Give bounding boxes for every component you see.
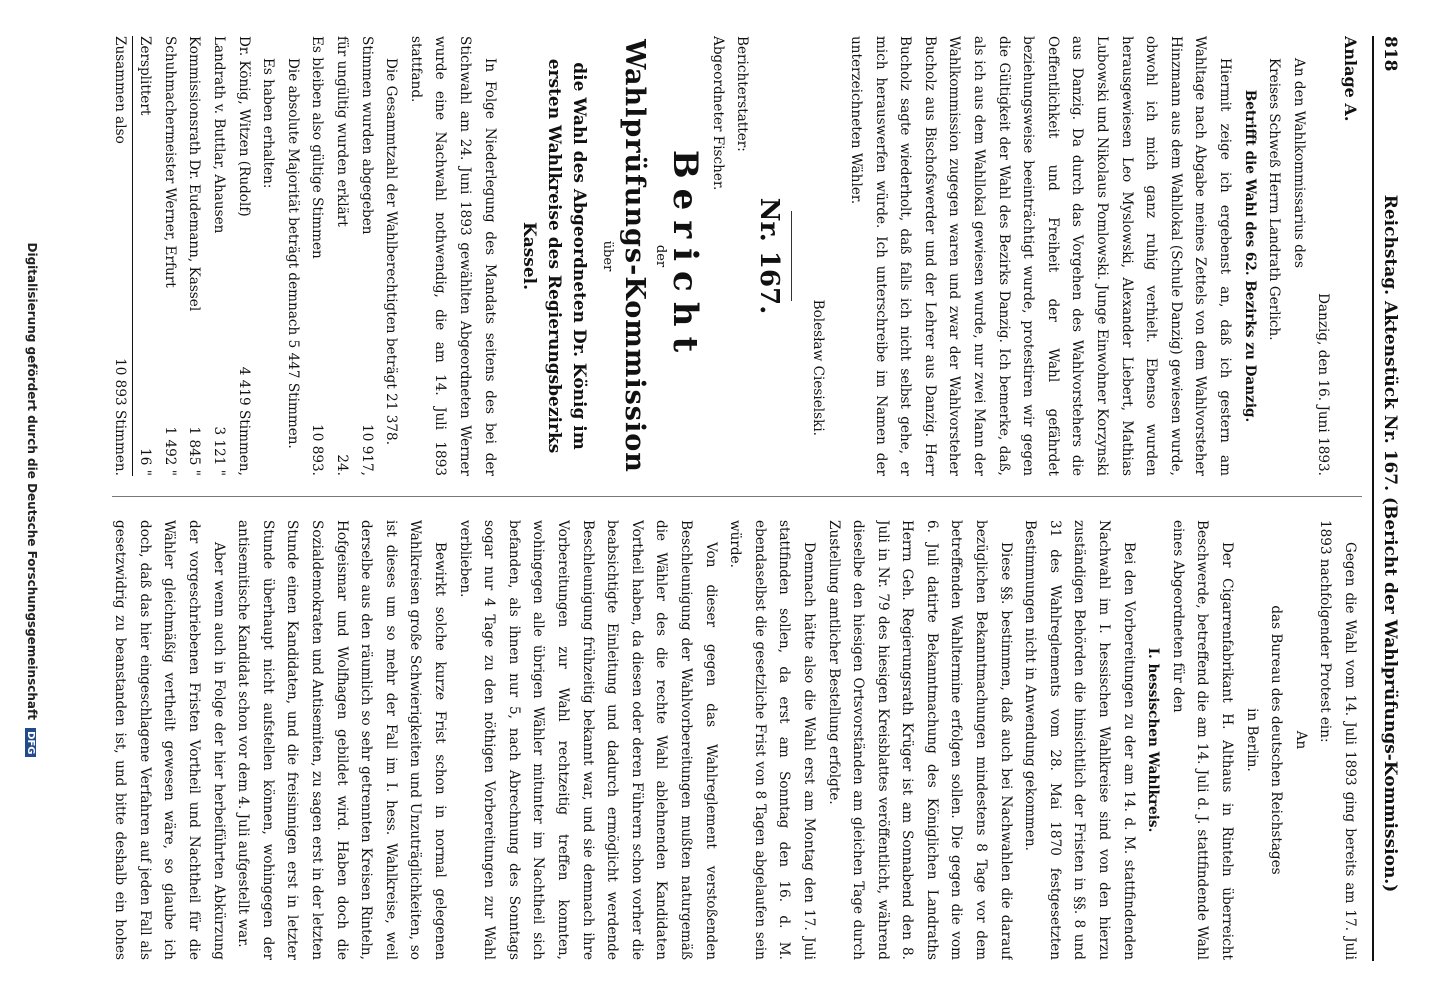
candidate-name: Schuhmachermeister Werner, Erfurt (161, 36, 178, 288)
majority-text: Die absolute Majorität beträgt demnach 5 447 Stimmen. (284, 58, 301, 449)
protest-an: An (1292, 730, 1309, 750)
candidate-unit: " (186, 469, 203, 476)
tally-value: 10 917, (358, 424, 375, 476)
report-der: der (653, 244, 669, 268)
candidate-unit: " (161, 469, 178, 476)
protest-paragraph: Bei den Vorbereitungen zu der am 14. d. M. stattfindenden Nachwahl im I. hessischen Wahlkreise sind von den hierzu zuständigen Behörden die hinsichtlich der Fristen in §§. 8 und 31 des Wahlreglements vom 28. Mai 1870 festgesetzten Bestimmungen nicht in Anwendung gekommen. (1022, 520, 1137, 960)
report-heading: Bericht (664, 149, 705, 363)
tally-row (329, 36, 354, 476)
candidate-votes: 4 419 (235, 366, 252, 406)
candidate-name: Landrath v. Buttlar, Ahausen (211, 36, 228, 234)
running-title: Reichstag. Aktenstück Nr. 167. (Bericht der Wahlprüfungs-Kommission.) (1380, 194, 1400, 893)
tally-value: 24. (334, 454, 351, 476)
letter-address-1: An den Wahlkommissarius des (1290, 58, 1307, 268)
report-ueber: über (600, 240, 616, 272)
reporter-label: Berichterstatter: (734, 36, 751, 152)
candidate-row (133, 36, 158, 476)
reporter-name: Abgeordneter Fischer. (709, 36, 726, 191)
report-subject: die Wahl des Abgeordneten Dr. König im ersten Wahlkreise des Regierungsbezirks Kassel. (518, 58, 589, 454)
candidate-name: Zersplittert (137, 36, 154, 116)
page-number: 818 (1380, 36, 1400, 72)
tally-row (354, 36, 379, 476)
protest-paragraph: Von dieser gegen das Wahlreglement verstoßenden Beschleunigung der Wahlvorbereitungen mußten naturgemäß die Wähler des die rechte Wahl ablehnenden Kandidaten Vortheil haben, da diesen oder deren Führern schon vorher die beabsichtigte Einleitung und dadurch ermöglicht werdende Beschleunigung frühzeitig bekannt war, und sie demnach ihre Vorbereitungen zur Wahl rechtzeitig treffen konnten, wohingegen alle übrigen Wähler mitunter im Nachtheil sich befanden, als ihnen nur 5, nach Abrechnung des Sonntags sogar nur 4 Tage zu den nöthigen Vorbereitungen zur Wahl verblieben. (456, 520, 719, 960)
protest-paragraph: Diese §§. bestimmen, daß auch bei Nachwahlen die darauf bezüglichen Bekanntmachungen mindestens 8 Tage vor dem betreffenden Wahltermine erfolgen sollen. Die gegen die vom 6. Juli datirte Bekanntmachung des Königlichen Landraths Herrn Geh. Regierungsrath Krüger ist am Sonnabend den 8. Juli in Nr. 79 des hiesigen Kreisblattes veröffentlicht, während dieselbe den hiesigen Ortsvorständen am gleichen Tage durch Zustellung amtlicher Bestellung erfolgte. (825, 520, 1014, 960)
dfg-logo-icon: DFG (25, 728, 36, 757)
candidate-unit: " (137, 469, 154, 476)
page-header (1372, 36, 1404, 961)
protest-district: I. hessischen Wahlkreis. (1145, 647, 1162, 833)
tally-value: 10 893. (309, 424, 326, 476)
candidate-name: Kommissionsrath Dr. Eudemann, Kassel (186, 36, 203, 312)
candidate-votes: 1 492 (161, 426, 178, 466)
letter-signature: Bolesław Ciesielski. (809, 299, 826, 436)
candidate-votes: 16 (137, 448, 154, 466)
paragraph-berechtigte: Die Gesammtzahl der Wahlberechtigten beträgt 21 378. (383, 58, 400, 446)
candidate-row (231, 36, 256, 476)
tally-label: Stimmen wurden abgegeben (358, 36, 375, 235)
candidate-name: Dr. König, Witzen (Rudolf) (235, 36, 252, 217)
candidate-row (157, 36, 182, 476)
column-divider (112, 496, 1362, 497)
total-value: 10 893 (112, 358, 128, 406)
tally-label: für ungültig wurden erklärt (334, 36, 351, 227)
right-column (112, 520, 1362, 960)
tally-label: Es bleiben also gültige Stimmen (309, 36, 326, 259)
footer-text: Digitalisierung gefördert durch die Deutsche Forschungsgemeinschaft (25, 242, 39, 720)
total-label: Zusammen also (112, 36, 128, 144)
paragraph-nachwahl: In Folge Niederlegung des Mandats seitens des bei der Stichwahl am 24. Juni 1893 gewählten Abgeordneten Werner wurde eine Nachwahl nothwendig, die am 14. Juli 1893 stattfand. (407, 36, 498, 476)
protest-intro: Gegen die Wahl vom 14. Juli 1893 ging bereits am 17. Juli 1893 nachfolgender Protest ein: (1317, 520, 1358, 960)
letter-address-2: Kreises Schweß Herrn Landrath Gerlich. (1266, 58, 1283, 341)
protest-paragraph: Der Cigarrenfabrikant H. Althaus in Rinteln überreicht Beschwerde, betreffend die am 14. Juli d. J. stattfindende Wahl eines Abgeordneten für den (1169, 520, 1236, 960)
candidate-row (206, 36, 231, 476)
annex-label: Anlage A. (1341, 36, 1360, 122)
protest-paragraph: Aber wenn auch in Folge der hier herbeiführten Abkürzung der vorgeschriebenen Fristen Vortheil und Nachtheil für die Wähler gleichmäßig vertheilt gewesen wäre, so glaube ich doch, daß das hier eingeschlagene Verfahren auf jeden Fall als gesetzwidrig zu beanstanden ist, und bitte deshalb ein hohes (112, 520, 227, 960)
tally-row-remaining (305, 36, 330, 476)
candidate-votes: 1 845 (186, 426, 203, 466)
commission-title: Wahlprüfungs-Kommission (618, 39, 650, 473)
candidate-row (182, 36, 207, 476)
protest-paragraph: Demnach hätte also die Wahl erst am Montag den 17. Juli stattfinden sollen, da erst am Sonntag den 16. d. M. ebendaselbst die gesetzliche Frist von 8 Tagen abgelaufen sein würde. (727, 520, 817, 960)
candidate-votes: 3 121 (211, 426, 228, 466)
protest-city: in Berlin. (1243, 708, 1260, 772)
candidate-unit: Stimmen, (235, 409, 252, 476)
total-row (112, 36, 133, 476)
digitization-footer (25, 0, 39, 1000)
protest-paragraph: Bewirkt solche kurze Frist schon in normal gelegenen Wahlkreisen große Schwierigkeiten und Unzuträglichkeiten, so ist dieses um so mehr der Fall im I. hess. Wahlkreise, weil derselbe aus den räumlich so sehr getrennten Kreisen Rinteln, Hofgeismar und Wolfhagen gebildet wird. Haben doch die Sozialdemokraten und Antisemiten, zu sagen erst in der letzten Stunde einen Kandidaten, und die freisinnigen erst in letzter Stunde überhaupt nicht aufstellen können, wohingegen der antisemitische Kandidat schon vor dem 4. Juli aufgestellt war. (235, 520, 449, 960)
document-number: Nr. 167. (753, 197, 784, 315)
total-unit: Stimmen. (112, 409, 128, 476)
letter-body: Hiermit zeige ich ergebenst an, daß ich gestern am Wahltage nach Abgabe meines Zettels von dem Wahlvorsteher Hinzmann aus dem Wahllokal (Schule Danzig) gewiesen wurde, obwohl ich mich ganz ruhig verhielt. Ebenso wurden herausgewiesen Leo Myslowski, Alexander Liebert, Mathias Lubowski und Nikolaus Pomlowski. Junge Einwohner Korzynski aus Danzig. Da durch das Vorgehen des Wahlvorstehers die Oeffentlichkeit und Freiheit der Wahl gefährdet beziehungsweise beeinträchtigt wurde, protestiren wir gegen die Gültigkeit der Wahl des Bezirks Danzig. Ich bemerke, daß, als ich aus dem Wahllokal gewiesen wurde, nur zwei Mann der Wahlkommission zugegen waren und zwar der Wahlvorsteher Bucholz aus Bischofswerder und der Lehrer aus Danzig. Herr Bucholz sagte wiederholt, daß falls ich nicht selbst gehe, er mich herauswerfen würde. Ich unterschreibe im Namen der unterzeichneten Wähler. (848, 36, 1234, 476)
received-text: Es haben erhalten: (260, 58, 277, 189)
letter-date: Danzig, den 16. Juni 1893. (1315, 293, 1332, 476)
protest-bureau: das Bureau des deutschen Reichstages (1268, 605, 1285, 875)
candidate-unit: " (211, 469, 228, 476)
letter-subject: Betrifft die Wahl des 62. Bezirks zu Danzig. (1241, 89, 1258, 423)
section-rule (791, 211, 792, 301)
left-column (112, 36, 1362, 476)
